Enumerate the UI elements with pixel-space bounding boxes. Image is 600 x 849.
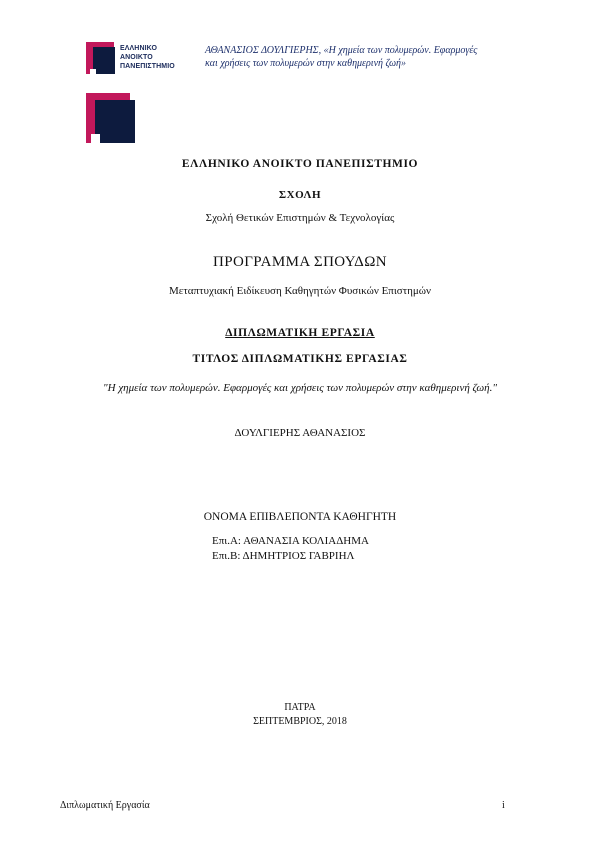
date: ΣΕΠΤΕΜΒΡΙΟΣ, 2018 [253, 716, 347, 727]
logo-mark-icon [86, 42, 118, 76]
logo-mark-large-icon [86, 93, 138, 145]
university-logo-small [86, 42, 178, 76]
logo-text-line-2: ΑΝΟΙΚΤΟ [120, 54, 153, 61]
supervisor-a: Επι.Α: ΑΘΑΝΑΣΙΑ ΚΟΛΙΑΔΗΜΑ [212, 535, 369, 547]
program-label: ΠΡΟΓΡΑΜΜΑ ΣΠΟΥΔΩΝ [213, 254, 387, 270]
supervisor-b: Επι.Β: ΔΗΜΗΤΡΙΟΣ ΓΑΒΡΙΗΛ [212, 550, 355, 562]
university-name: ΕΛΛΗΝΙΚΟ ΑΝΟΙΚΤΟ ΠΑΝΕΠΙΣΤΗΜΙΟ [181, 158, 419, 170]
university-logo-large [86, 93, 138, 145]
school-label: ΣΧΟΛΗ [278, 189, 322, 201]
thesis-title: "Η χημεία των πολυμερών. Εφαρμογές και χρήσεις των πολυμερών στην καθημερινή ζωή." [103, 382, 497, 394]
logo-text-line-3: ΠΑΝΕΠΙΣΤΗΜΙΟ [120, 63, 175, 70]
footer-page-number: i [502, 800, 505, 811]
logo-text [120, 44, 175, 71]
logo-text-line-1: ΕΛΛΗΝΙΚΟ [120, 45, 158, 52]
supervisor-label: ΟΝΟΜΑ ΕΠΙΒΛΕΠΟΝΤΑ ΚΑΘΗΓΗΤΗ [203, 511, 397, 523]
header-note-line-1: ΑΘΑΝΑΣΙΟΣ ΔΟΥΛΓΙΕΡΗΣ, «Η χημεία των πολυμερών. Εφαρμογές [205, 45, 478, 56]
header-note [205, 44, 545, 70]
specialization: Μεταπτυχιακή Ειδίκευση Καθηγητών Φυσικών Επιστημών [168, 285, 432, 297]
thesis-label: ΔΙΠΛΩΜΑΤΙΚΗ ΕΡΓΑΣΙΑ [225, 327, 375, 339]
footer-document-type: Διπλωματική Εργασία [60, 800, 150, 811]
author-name: ΔΟΥΛΓΙΕΡΗΣ ΑΘΑΝΑΣΙΟΣ [234, 427, 366, 439]
header-note-line-2: και χρήσεις των πολυμερών στην καθημερινή ζωή» [205, 58, 406, 69]
thesis-title-label: ΤΙΤΛΟΣ ΔΙΠΛΩΜΑΤΙΚΗΣ ΕΡΓΑΣΙΑΣ [192, 353, 408, 365]
city: ΠΑΤΡΑ [284, 702, 316, 713]
school-name: Σχολή Θετικών Επιστημών & Τεχνολογίας [205, 212, 395, 224]
